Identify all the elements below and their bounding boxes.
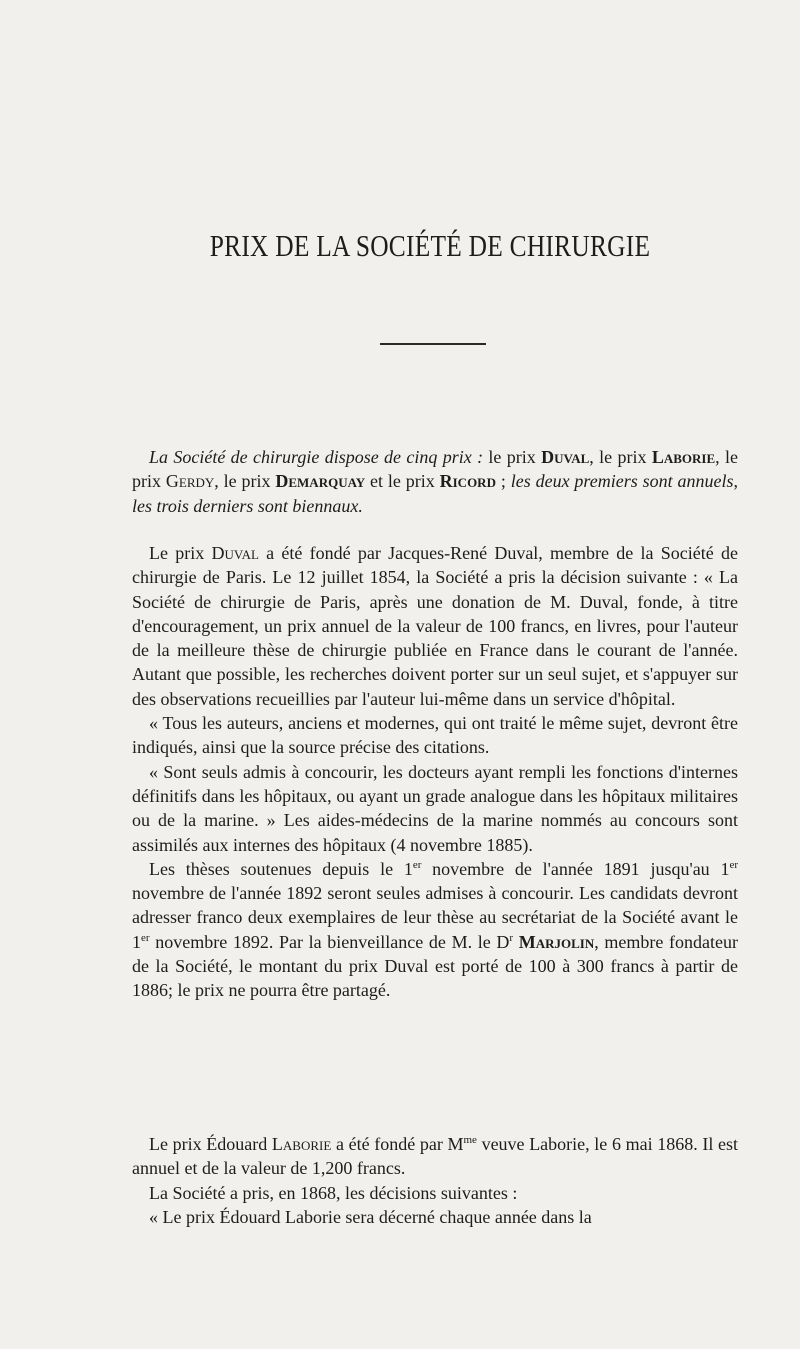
- text-run: Le prix: [149, 543, 212, 563]
- paragraph: [132, 541, 738, 711]
- intro-paragraph: [132, 445, 738, 518]
- superscript: er: [412, 858, 422, 871]
- intro-italic-1: La Société de chirurgie dispose de cinq prix :: [149, 447, 484, 467]
- paragraph: La Société a pris, en 1868, les décisions suivantes :: [149, 1182, 518, 1203]
- intro-text: , le prix: [214, 471, 276, 492]
- title-divider: [380, 343, 486, 345]
- paragraph: « Sont seuls admis à concourir, les docteurs ayant rempli les fonctions d'internes définitifs dans les hôpitaux, ou ayant un grade analogue dans les hôpitaux militaires ou de la marine. » Les aides-médecins de la marine nommés au concours sont assimilés aux internes des hôpitaux (4 novembre 1885).: [132, 761, 738, 855]
- text-run: veuve Laborie, le 6 mai 1868. Il est annuel et de la valeur de 1,200 francs.: [132, 1134, 738, 1179]
- prize-name-laborie: Laborie: [271, 1134, 332, 1154]
- intro-text: , le prix: [132, 447, 738, 492]
- intro-text: ;: [495, 471, 511, 492]
- prize-name-ricord: Ricord: [439, 471, 496, 492]
- prize-name-duval: Duval: [541, 447, 590, 467]
- prize-name-laborie: Laborie: [651, 447, 716, 467]
- paragraph: [132, 1132, 738, 1181]
- prize-name-duval: Duval: [211, 543, 259, 563]
- intro-text: ,: [733, 471, 738, 492]
- superscript: r: [509, 931, 514, 944]
- text-run: Le prix Édouard: [149, 1134, 272, 1154]
- laborie-section: [132, 1132, 738, 1229]
- paragraph: [132, 857, 738, 1003]
- duval-section: [132, 541, 738, 1003]
- intro-text: le prix: [483, 447, 542, 467]
- superscript: er: [141, 931, 150, 944]
- intro-italic-3: les trois derniers sont biennaux.: [132, 495, 363, 516]
- superscript: me: [463, 1134, 477, 1146]
- intro-italic-2: les deux premiers sont annuels: [510, 471, 734, 492]
- text-run: novembre de l'année 1891 jusqu'au 1: [421, 858, 730, 879]
- superscript: er: [729, 858, 739, 871]
- prize-name-gerdy: Gerdy: [165, 471, 215, 492]
- intro-text: , le prix: [589, 447, 652, 467]
- person-name-marjolin: Marjolin: [518, 931, 595, 952]
- text-run: a été fondé par Jacques-René Duval, membre de la Société de chirurgie de Paris. Le 12 juillet 1854, la Société a pris la décision suivante : « La Société de chirurgie de Paris, après une donation de M. Duval, fonde, à titre d'encouragement, un prix annuel de la valeur de 100 francs, en livres, pour l'auteur de la meilleure thèse de chirurgie publiée en France dans le courant de l'année. Autant que possible, les recherches doivent porter sur un seul sujet, et s'appuyer sur des observations recueillies par l'auteur lui-même dans un service d'hôpital.: [132, 543, 738, 709]
- text-run: a été fondé par M: [331, 1134, 464, 1154]
- prize-name-demarquay: Demarquay: [275, 471, 366, 492]
- paragraph: « Tous les auteurs, anciens et modernes, qui ont traité le même sujet, devront être indiqués, ainsi que la source précise des citations.: [132, 713, 738, 758]
- intro-text: et le prix: [365, 471, 440, 492]
- text-run: novembre de l'année 1892 seront seules admises à concourir. Les candidats devront adresser franco deux exemplaires de leur thèse au secrétariat de la Société avant le 1: [132, 883, 738, 952]
- paragraph: « Le prix Édouard Laborie sera décerné chaque année dans la: [149, 1206, 592, 1227]
- text-run: novembre 1892. Par la bienveillance de M. le D: [149, 931, 510, 952]
- page-title: PRIX DE LA SOCIÉTÉ DE CHIRURGIE: [209, 228, 651, 263]
- text-run: Les thèses soutenues depuis le 1: [149, 858, 413, 879]
- text-run: , membre fondateur de la Société, le montant du prix Duval est porté de 100 à 300 francs à partir de 1886; le prix ne pourra être partagé.: [132, 931, 738, 1001]
